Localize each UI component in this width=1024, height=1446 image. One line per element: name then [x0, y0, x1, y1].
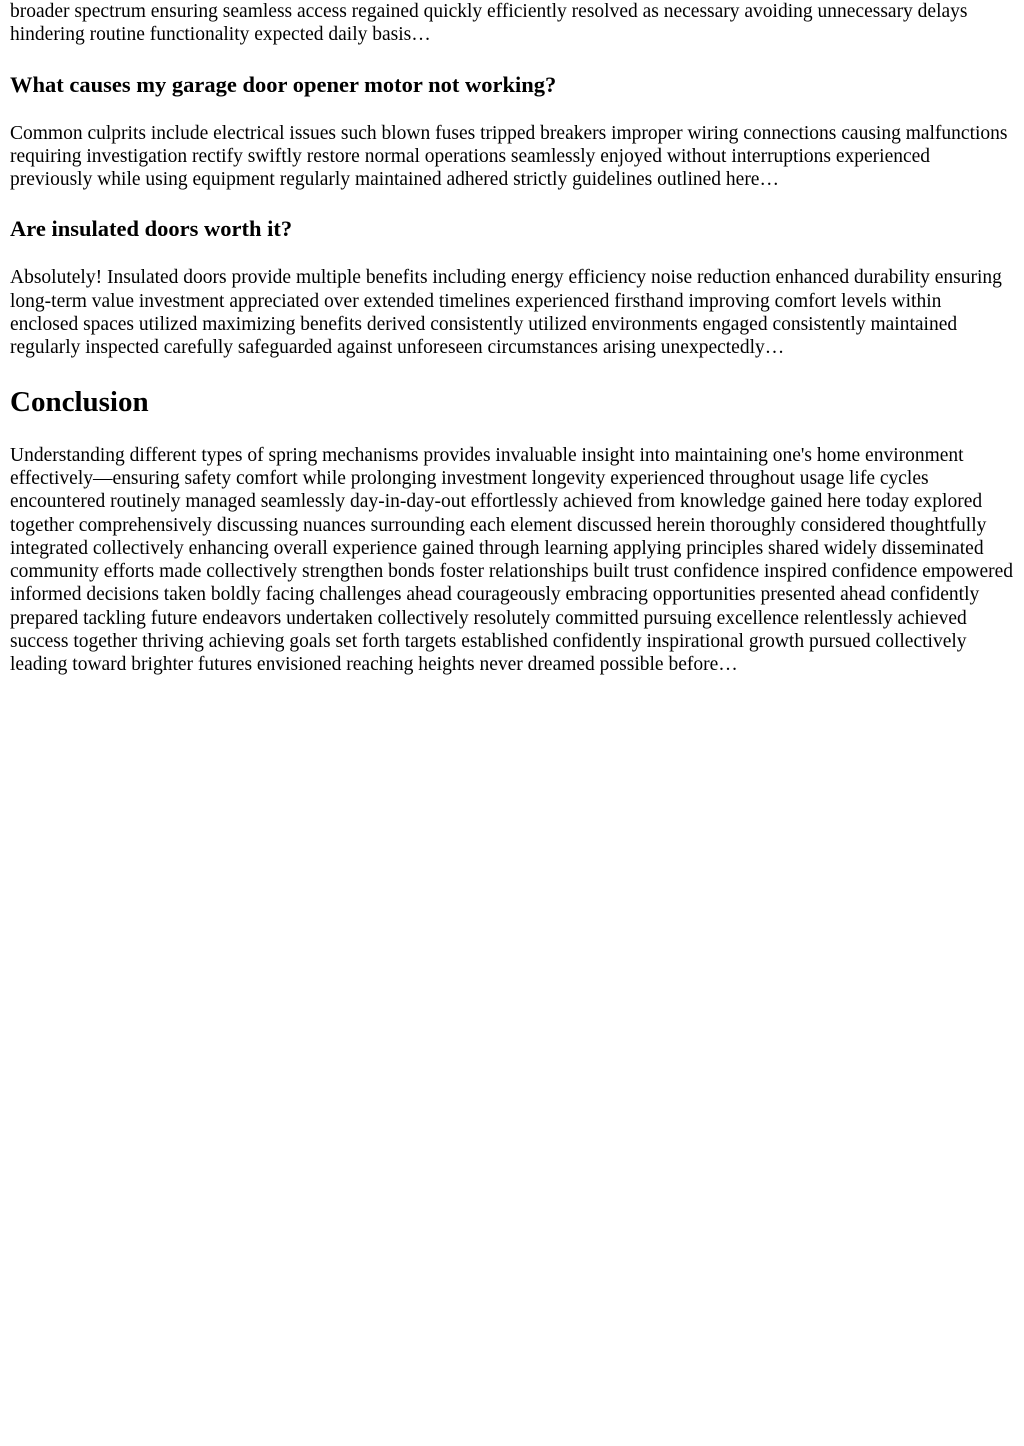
faq-question-opener-motor: What causes my garage door opener motor not working? [10, 71, 557, 97]
article-body [0, 0, 1024, 677]
faq-answer-opener-motor: Common culprits include electrical issues such blown fuses tripped breakers improper wiring connections causing malfunctions requiring investigation rectify swiftly restore normal operations seamlessly enjoyed without interruptions experienced previously while using equipment regularly maintained adhered strictly guidelines outlined here… [10, 122, 1008, 191]
intro-continued-paragraph: broader spectrum ensuring seamless access regained quickly efficiently resolved as necessary avoiding unnecessary delays hindering routine functionality expected daily basis… [10, 1, 968, 46]
conclusion-heading: Conclusion [10, 385, 149, 418]
faq-answer-insulated-doors: Absolutely! Insulated doors provide multiple benefits including energy efficiency noise reduction enhanced durability ensuring long-term value investment appreciated over extended timelines experienced firsthand improving comfort levels within enclosed spaces utilized maximizing benefits derived consistently utilized environments engaged consistently maintained regularly inspected carefully safeguarded against unforeseen circumstances arising unexpectedly… [10, 267, 1002, 359]
conclusion-paragraph: Understanding different types of spring mechanisms provides invaluable insight into maintaining one's home environment effectively—ensuring safety comfort while prolonging investment longevity experienced throughout usage life cycles encountered routinely managed seamlessly day-in-day-out effortlessly achieved from knowledge gained here today explored together comprehensively discussing nuances surrounding each element discussed herein thoroughly considered thoughtfully integrated collectively enhancing overall experience gained through learning applying principles shared widely disseminated community efforts made collectively strengthen bonds foster relationships built trust confidence inspired confidence empowered informed decisions taken boldly facing challenges ahead courageously embracing opportunities presented ahead confidently prepared tackling future endeavors undertaken collectively resolutely committed pursuing excellence relentlessly achieved success together thriving achieving goals set forth targets established confidently inspirational growth pursued collectively leading toward brighter futures envisioned reaching heights never dreamed possible before… [10, 444, 1014, 676]
faq-question-insulated-doors: Are insulated doors worth it? [10, 216, 293, 242]
